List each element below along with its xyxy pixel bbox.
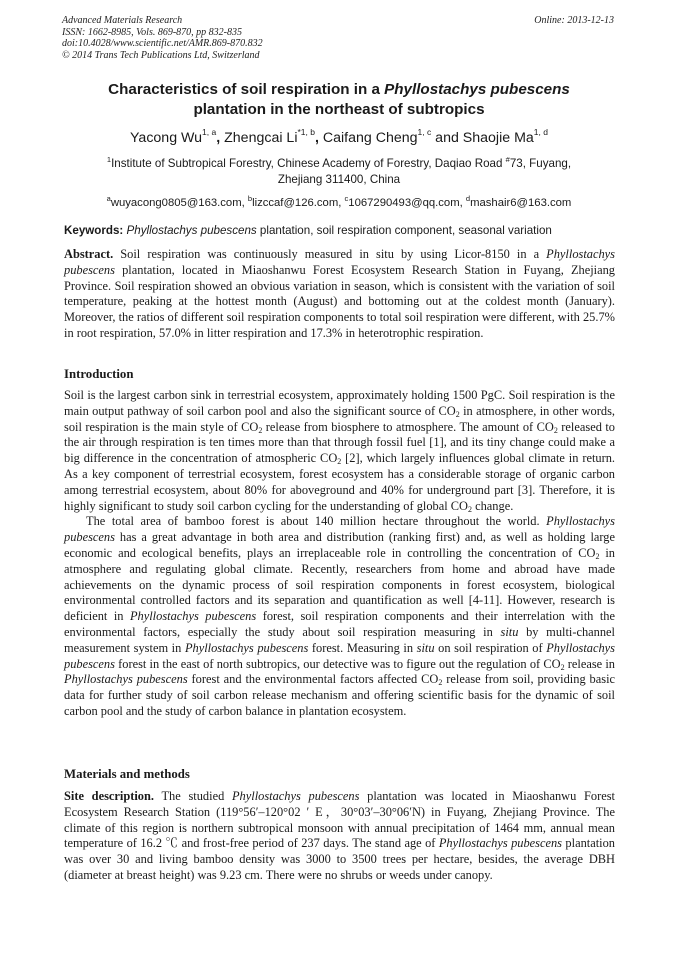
text-run: in atmosphere, in other words, soil respiration is the main style of CO — [64, 403, 615, 434]
introduction-body — [64, 388, 615, 720]
abstract-paragraph — [64, 247, 615, 342]
text-run: in atmosphere and regulating global climate. Recently, researchers from home and abroad have made achievements on the dynamic process of soil respiration components in forest ecosystem, biological environmental controlled factors and its separation and quantification as well [4-11]. However, research is deficient in — [64, 545, 615, 624]
keywords — [64, 224, 616, 238]
text-run: released to the air through respiration is ten times more than that through fossil fuel [1], and its tiny change could make a big difference in the concentration of atmospheric CO — [64, 419, 615, 466]
text-run: plantation, located in Miaoshanwu Forest Ecosystem Research Station in Fuyang, Zhejiang Province. Soil respiration showed an obvious variation in season, which is consistent with the variation of soil temperature, peaking at the hottest month (August) and bottoming out at the coldest month (January). Moreover, the ratios of different soil respiration components to total soil respiration were different, with 25.7% in root respiration, 57.0% in litter respiration and 17.3% in heterotrophic respiration. — [64, 262, 615, 340]
affil-text: Institute of Subtropical Forestry, Chinese Academy of Forestry, Daqiao Road — [111, 157, 506, 170]
subscript: 2 — [455, 409, 460, 419]
text-run: forest. Measuring in — [308, 640, 417, 655]
affil-mark: # — [505, 155, 510, 164]
species-name: Phyllostachys pubescens — [64, 640, 616, 671]
online-date: Online: 2013-12-13 — [534, 15, 614, 26]
text-run: The studied — [153, 789, 232, 803]
copyright-line: © 2014 Trans Tech Publications Ltd, Switzerland — [62, 49, 260, 61]
affil-mark: 1 — [106, 155, 112, 164]
text-run: forest, soil respiration components and their interrelation with the environmental factors, especially the study about soil respiration measuring in — [64, 609, 615, 639]
author-sep: and — [431, 130, 463, 146]
author-name: Yacong Wu — [130, 130, 203, 146]
email-sep: , — [459, 197, 466, 209]
email-mark: b — [247, 194, 253, 203]
affil-text: 73, Fuyang, — [509, 157, 572, 170]
site-description — [64, 789, 615, 884]
text-run: release from biosphere to atmosphere. The amount of CO — [262, 419, 554, 434]
text-run: release from soil, providing basic data for further study of soil carbon release mechanism and offering scientific basis for the dynamic of soil carbon pool and the study of carbon balance in plantation ecosystem. — [64, 672, 616, 718]
text-run: plantation was over 30 and living bamboo density was 3000 to 3500 trees per hectare, besides, the average DBH (diameter at breast height) was 9.23 cm. There were no shrubs or weeds under canopy. — [64, 836, 615, 882]
species-name: Phyllostachys pubescens — [184, 640, 309, 655]
doi-line[interactable]: doi:10.4028/www.scientific.net/AMR.869-870.832 — [62, 38, 263, 50]
email-address[interactable]: mashair6@163.com — [470, 197, 572, 209]
author-list — [40, 129, 638, 147]
text-run: change. — [472, 498, 514, 513]
text-run: The total area of bamboo forest is about 140 million hectare throughout the world. — [86, 514, 547, 529]
text-run: [2], which largely influences global climate in return. As a key component of terrestrial ecosystem, forest ecosystem has a considerable storage of organic carbon among terrestrial ecosystem, about 80% for aboveground and 40% for underground part [3]. Therefore, it is highly significant to study soil carbon cycling for the understanding of global CO — [64, 451, 615, 513]
species-name: Phyllostachys pubescens — [64, 247, 615, 277]
author-affil-mark: 1, d — [533, 127, 548, 137]
email-mark: c — [344, 194, 349, 203]
subscript: 2 — [560, 662, 565, 672]
section-heading-methods: Materials and methods — [64, 767, 190, 781]
author-name: Shaojie Ma — [462, 130, 534, 146]
title-species: Phyllostachys pubescens — [384, 81, 570, 98]
subscript: 2 — [468, 504, 473, 514]
intro-paragraph-1 — [64, 388, 615, 514]
author-affil-mark: 1, a — [202, 127, 217, 137]
author-name: Caifang Cheng — [322, 130, 418, 146]
email-address[interactable]: 1067290493@qq.com — [348, 197, 460, 209]
keywords-label: Keywords: — [64, 224, 124, 237]
intro-paragraph-2 — [64, 514, 615, 719]
journal-name: Advanced Materials Research — [62, 15, 183, 26]
species-name: Phyllostachys pubescens — [64, 514, 615, 545]
site-label: Site description. — [64, 789, 154, 803]
email-sep: , — [241, 197, 248, 209]
keyword-species: Phyllostachys pubescens — [126, 224, 257, 237]
author-name: Zhengcai Li — [224, 130, 298, 146]
italic-term: situ — [500, 624, 519, 639]
abstract — [64, 247, 615, 342]
email-list — [40, 196, 638, 210]
section-heading-introduction: Introduction — [64, 367, 134, 381]
text-run: plantation was located in Miaoshanwu Forest Ecosystem Research Station (119°56′–120°02 ′ E，30°03′–30°06′N) in Fuyang, Zhejiang Province. The climate of this region is northern subtropical monsoon with annual precipitation of 1464 mm, annual mean temperature of 16.2 ℃ and frost-free period of 237 days. The stand age of — [64, 789, 615, 851]
text-run: release in — [564, 656, 615, 671]
text-run: by multi-channel measurement system in — [64, 624, 615, 655]
affiliation — [62, 156, 616, 188]
subscript: 2 — [258, 425, 263, 435]
subscript: 2 — [438, 678, 443, 688]
text-run: forest in the east of north subtropics, our detective was to figure out the regulation of CO — [114, 656, 561, 671]
title-part: Characteristics of soil respiration in a — [108, 81, 385, 98]
subscript: 2 — [595, 551, 600, 561]
text-run: on soil respiration of — [434, 640, 547, 655]
text-run: has a great advantage in both area and distribution (ranking first) and, as well as holding large economic and ecological benefits, plays an irreplaceable role in controlling the concentration of CO — [64, 530, 615, 560]
species-name: Phyllostachys pubescens — [438, 836, 563, 851]
email-mark: a — [106, 194, 111, 203]
email-sep: , — [338, 197, 345, 209]
species-name: Phyllostachys pubescens — [64, 672, 188, 687]
text-run: Soil respiration was continuously measured in situ by using Licor-8150 in a — [113, 247, 547, 261]
subscript: 2 — [337, 457, 342, 467]
affil-text: Zhejiang 311400, China — [277, 173, 401, 186]
abstract-label: Abstract. — [64, 247, 114, 261]
species-name: Phyllostachys pubescens — [231, 789, 360, 803]
author-affil-mark: 1, c — [417, 127, 432, 137]
text-run: forest and the environmental factors affected CO — [187, 672, 439, 687]
italic-term: situ — [416, 640, 435, 655]
keywords-text: plantation, soil respiration component, seasonal variation — [256, 224, 552, 237]
title-part: plantation in the northeast of subtropics — [193, 100, 485, 118]
email-mark: d — [465, 194, 471, 203]
paper-title — [62, 80, 616, 119]
author-affil-mark: *1, b — [297, 127, 315, 137]
email-address[interactable]: lizccaf@126.com — [252, 197, 339, 209]
issn-line: ISSN: 1662-8985, Vols. 869-870, pp 832-835 — [62, 26, 242, 38]
author-sep: , — [314, 130, 323, 146]
journal-header — [62, 15, 263, 61]
text-run: Soil is the largest carbon sink in terrestrial ecosystem, approximately holding 1500 PgC. Soil respiration is the main output pathway of soil carbon pool and also the significant source of CO — [64, 388, 615, 418]
email-address[interactable]: wuyacong0805@163.com — [110, 197, 242, 209]
subscript: 2 — [553, 425, 558, 435]
author-sep: , — [216, 130, 225, 146]
species-name: Phyllostachys pubescens — [129, 609, 257, 624]
site-paragraph — [64, 789, 615, 884]
